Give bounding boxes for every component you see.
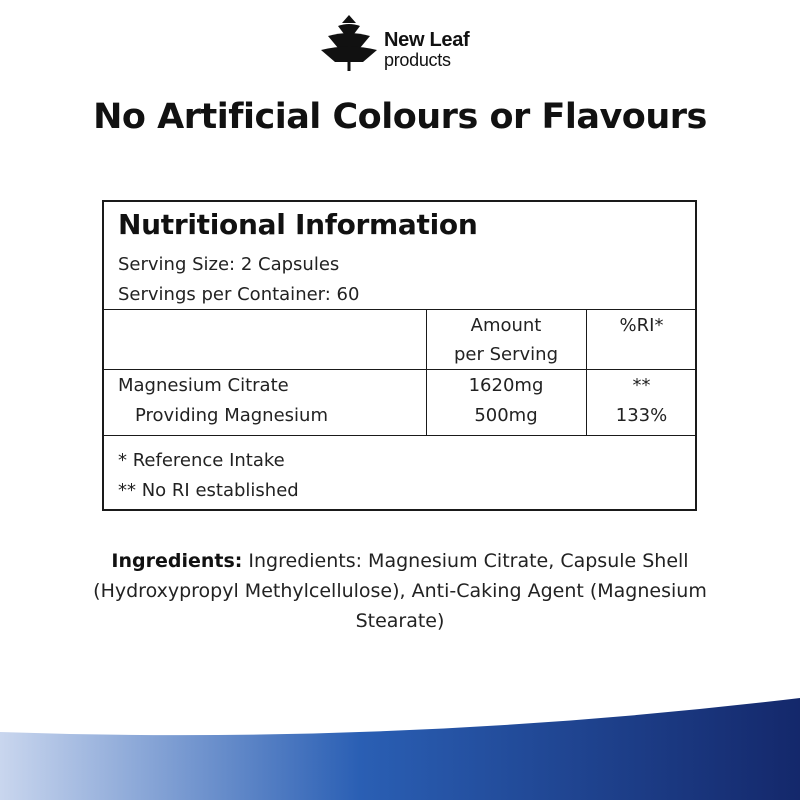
ingredients-list: Ingredients: Magnesium Citrate, Capsule Shell (Hydroxypropyl Methylcellulose), Anti-Caking Agent (Magnesium Stearate) [93,550,707,632]
brand-subtitle: products [384,50,451,70]
row-ri: 133% [615,405,668,426]
col-amount-header-line2: per Serving [453,344,558,365]
row-name: Providing Magnesium [135,405,328,426]
leaf-tree-icon [318,12,380,74]
ingredients-text [90,546,710,636]
col-ri-header: %RI* [619,315,664,336]
divider [104,435,695,436]
row-amount: 1620mg [468,375,544,396]
row-name: Magnesium Citrate [118,375,289,396]
nutrition-panel [102,200,697,511]
nutrition-title: Nutritional Information [118,208,478,241]
footnote-reference-intake: * Reference Intake [118,450,285,471]
headline: No Artificial Colours or Flavours [93,97,707,137]
brand-name: New Leaf [384,29,470,51]
row-ri: ** [632,375,651,396]
row-amount: 500mg [474,405,538,426]
serving-size: Serving Size: 2 Capsules [118,254,340,275]
brand-logo [318,12,488,74]
footnote-no-ri: ** No RI established [118,480,299,501]
col-amount-header-line1: Amount [470,315,542,336]
column-divider [426,309,427,435]
ingredients-label: Ingredients: [111,550,243,572]
divider [104,309,695,310]
servings-per-container: Servings per Container: 60 [118,284,360,305]
divider [104,369,695,370]
column-divider [586,309,587,435]
bottom-wave-decoration [0,690,800,800]
